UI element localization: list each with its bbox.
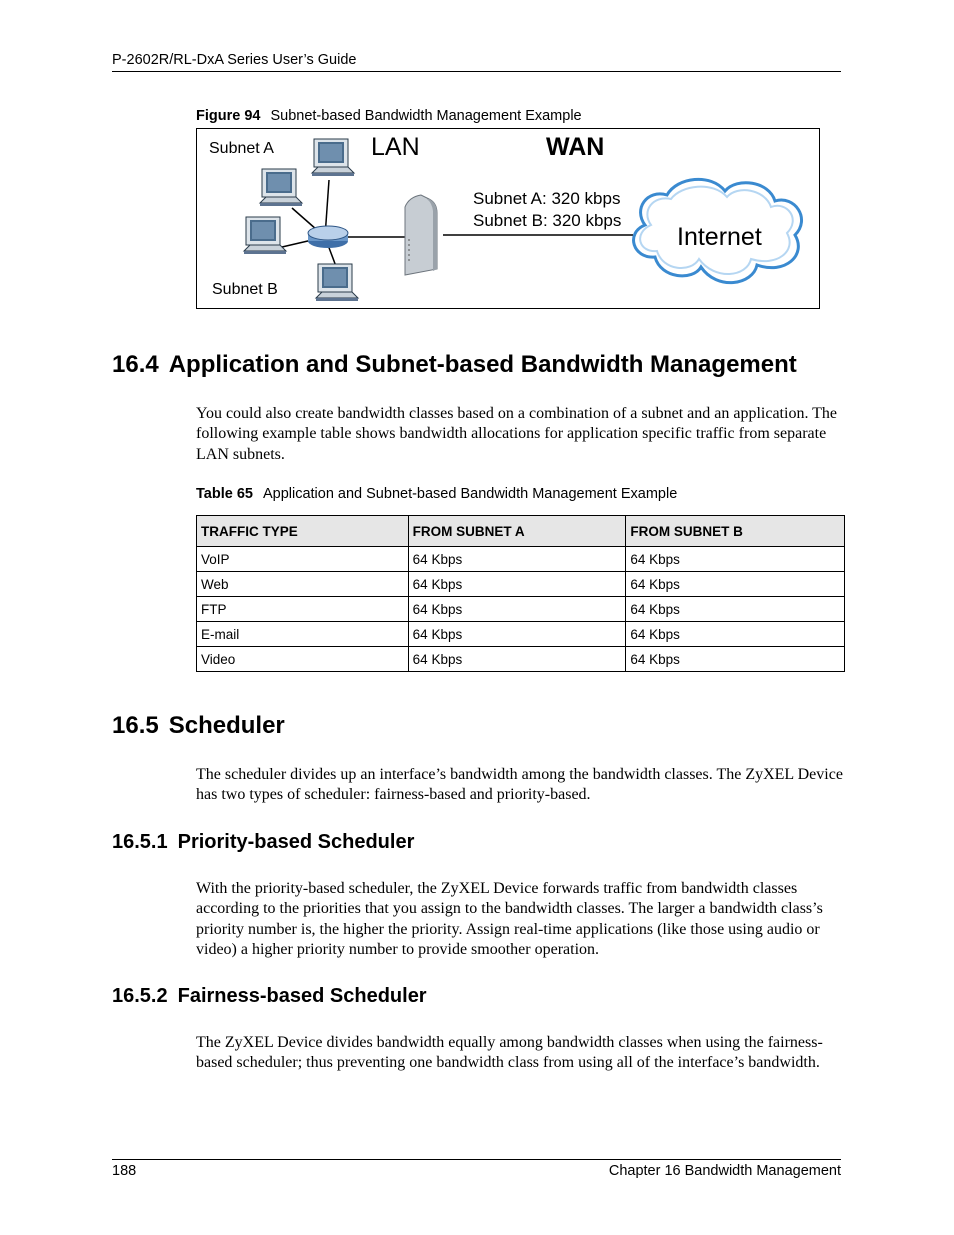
pc-icon bbox=[312, 139, 354, 176]
footer-chapter-title: Chapter 16 Bandwidth Management bbox=[608, 1163, 841, 1179]
page-number: 188 bbox=[112, 1163, 137, 1179]
table-label: Table 65 bbox=[196, 486, 253, 502]
table-caption-text: Application and Subnet-based Bandwidth Management Example bbox=[262, 486, 678, 502]
pc-icon bbox=[316, 264, 358, 301]
section-number: 16.5.2 bbox=[112, 985, 168, 1007]
subnet-b-cell: 64 Kbps bbox=[626, 622, 845, 647]
subnet-b-cell: 64 Kbps bbox=[626, 572, 845, 597]
table-row bbox=[197, 547, 845, 572]
traffic-type-cell: Web bbox=[197, 572, 409, 597]
section-title: Application and Subnet-based Bandwidth Management bbox=[168, 351, 797, 378]
subnet-b-label: Subnet B bbox=[212, 281, 278, 298]
running-header-title: P-2602R/RL-DxA Series User’s Guide bbox=[112, 52, 357, 68]
section-number: 16.5 bbox=[112, 712, 159, 739]
section-title: Priority-based Scheduler bbox=[177, 831, 415, 853]
section-number: 16.4 bbox=[112, 351, 159, 378]
table-row bbox=[197, 597, 845, 622]
wan-label: WAN bbox=[546, 133, 605, 161]
subnet-a-label: Subnet A bbox=[209, 140, 274, 157]
traffic-type-cell: VoIP bbox=[197, 547, 409, 572]
internet-label: Internet bbox=[677, 223, 762, 251]
table-row bbox=[197, 622, 845, 647]
traffic-type-cell: E-mail bbox=[197, 622, 409, 647]
bandwidth-table bbox=[196, 515, 845, 672]
column-header-traffic-type: TRAFFIC TYPE bbox=[197, 516, 409, 547]
traffic-type-cell: Video bbox=[197, 647, 409, 672]
subnet-a-cell: 64 Kbps bbox=[408, 647, 626, 672]
section-16-5-paragraph: The scheduler divides up an interface’s bandwidth among the bandwidth classes. The ZyXEL Device has two types of scheduler: fairness-based and priority-based. bbox=[196, 766, 843, 804]
lan-label: LAN bbox=[371, 133, 420, 161]
section-heading-16-5-2 bbox=[112, 985, 427, 1008]
subnet-b-cell: 64 Kbps bbox=[626, 597, 845, 622]
figure-caption bbox=[196, 108, 582, 124]
section-number: 16.5.1 bbox=[112, 831, 168, 853]
section-title: Fairness-based Scheduler bbox=[177, 985, 427, 1007]
hub-icon bbox=[308, 226, 348, 248]
subnet-b-cell: 64 Kbps bbox=[626, 647, 845, 672]
subnet-b-cell: 64 Kbps bbox=[626, 547, 845, 572]
subnet-a-cell: 64 Kbps bbox=[408, 547, 626, 572]
table-caption bbox=[196, 486, 677, 502]
footer-divider bbox=[112, 1159, 841, 1160]
table-header-row bbox=[197, 516, 845, 547]
section-heading-16-5 bbox=[112, 712, 285, 740]
section-16-4-paragraph: You could also create bandwidth classes based on a combination of a subnet and an application. The following example table shows bandwidth allocations for application specific traffic from separate LAN subnets. bbox=[196, 405, 838, 463]
column-header-from-subnet-b: FROM SUBNET B bbox=[626, 516, 845, 547]
table-row bbox=[197, 572, 845, 597]
section-title: Scheduler bbox=[168, 712, 285, 739]
figure-diagram bbox=[196, 128, 820, 309]
pc-icon bbox=[260, 169, 302, 206]
subnet-a-cell: 64 Kbps bbox=[408, 572, 626, 597]
section-16-5-1-paragraph: With the priority-based scheduler, the ZyXEL Device forwards traffic from bandwidth classes according to the priorities that you assign to the bandwidth classes. The larger a bandwidth class’s priority number is, the higher the priority. Assign real-time applications (like those using audio or video) a higher priority number to provide smoother operation. bbox=[196, 880, 823, 958]
subnet-a-cell: 64 Kbps bbox=[408, 622, 626, 647]
subnet-a-rate: Subnet A: 320 kbps bbox=[473, 189, 621, 208]
section-heading-16-5-1 bbox=[112, 831, 414, 854]
table-row bbox=[197, 647, 845, 672]
column-header-from-subnet-a: FROM SUBNET A bbox=[408, 516, 626, 547]
header-divider bbox=[112, 71, 841, 72]
pc-icon bbox=[244, 217, 286, 254]
section-16-5-2-paragraph: The ZyXEL Device divides bandwidth equally among bandwidth classes when using the fairness-based scheduler; thus preventing one bandwidth class from using all of the interface’s bandwidth. bbox=[196, 1034, 823, 1072]
traffic-type-cell: FTP bbox=[197, 597, 409, 622]
subnet-a-cell: 64 Kbps bbox=[408, 597, 626, 622]
subnet-b-rate: Subnet B: 320 kbps bbox=[473, 211, 622, 230]
router-icon bbox=[405, 195, 437, 275]
figure-caption-text: Subnet-based Bandwidth Management Example bbox=[270, 108, 582, 124]
section-heading-16-4 bbox=[112, 351, 797, 379]
figure-label: Figure 94 bbox=[196, 108, 261, 124]
